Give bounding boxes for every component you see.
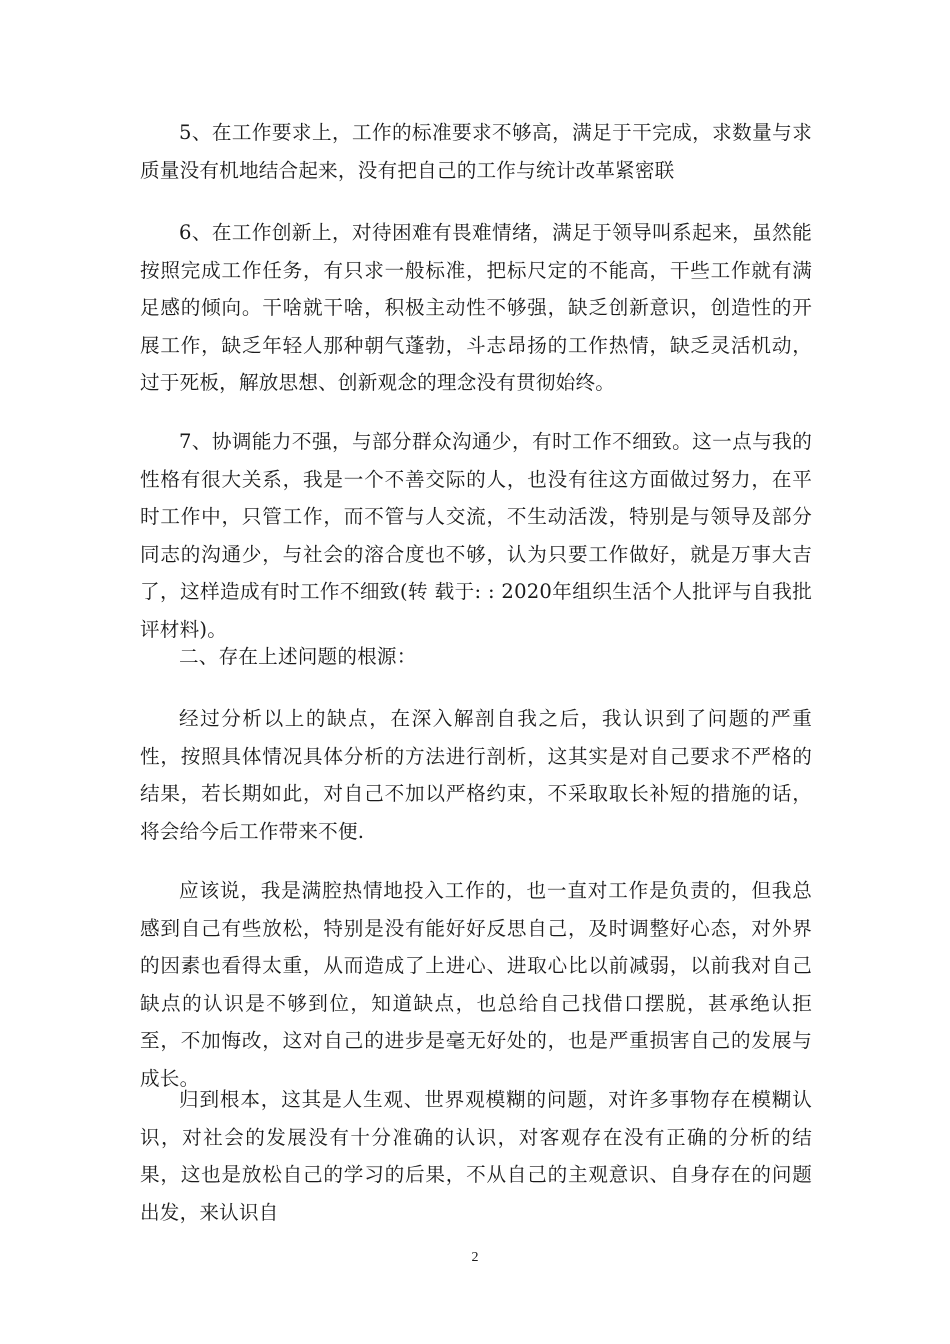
paragraph-analysis: 经过分析以上的缺点，在深入解剖自我之后，我认识到了问题的严重性，按照具体情况具体分析的方法进行剖析，这其实是对自己要求不严格的结果，若长期如此，对自己不加以严格约束，不采取取长补短的措施的话，将会给今后工作带来不便. bbox=[140, 707, 812, 843]
paragraph-item-5: 5、在工作要求上，工作的标准要求不够高，满足于干完成，求数量与求质量没有机地结合起来，没有把自己的工作与统计改革紧密联 bbox=[140, 121, 812, 182]
section-heading: 二、存在上述问题的根源： bbox=[179, 645, 417, 668]
paragraph-root-cause: 归到根本，这其是人生观、世界观模糊的问题，对许多事物存在模糊认识，对社会的发展没有十分准确的认识，对客观存在没有正确的分析的结果，这也是放松自己的学习的后果，不从自己的主观意识、自身存在的问题出发，来认识自 bbox=[140, 1088, 812, 1224]
paragraph-reflection: 应该说，我是满腔热情地投入工作的，也一直对工作是负责的，但我总感到自己有些放松，特别是没有能好好反思自己，及时调整好心态，对外界的因素也看得太重，从而造成了上进心、进取心比以前减弱，以前我对自己缺点的认识是不够到位，知道缺点，也总给自己找借口摆脱，甚承绝认拒至，不加悔改，这对自己的进步是毫无好处的，也是严重损害自己的发展与成长。 bbox=[140, 879, 812, 1090]
paragraph-item-7: 7、协调能力不强，与部分群众沟通少，有时工作不细致。这一点与我的性格有很大关系，我是一个不善交际的人，也没有往这方面做过努力，在平时工作中，只管工作，而不管与人交流，不生动活泼，特别是与领导及部分同志的沟通少，与社会的溶合度也不够，认为只要工作做好，就是万事大吉了，这样造成有时工作不细致(转 载于: : 2020年组织生活个人批评与自我批评材料)。 bbox=[140, 430, 812, 641]
page-number: 2 bbox=[471, 1250, 479, 1265]
paragraph-item-6: 6、在工作创新上，对待困难有畏难情绪，满足于领导叫系起来，虽然能按照完成工作任务，有只求一般标准，把标尺定的不能高，干些工作就有满足感的倾向。干啥就干啥，积极主动性不够强，缺乏创新意识，创造性的开展工作，缺乏年轻人那种朝气蓬勃，斗志昂扬的工作热情，缺乏灵活机动，过于死板，解放思想、创新观念的理念没有贯彻始终。 bbox=[140, 221, 812, 394]
